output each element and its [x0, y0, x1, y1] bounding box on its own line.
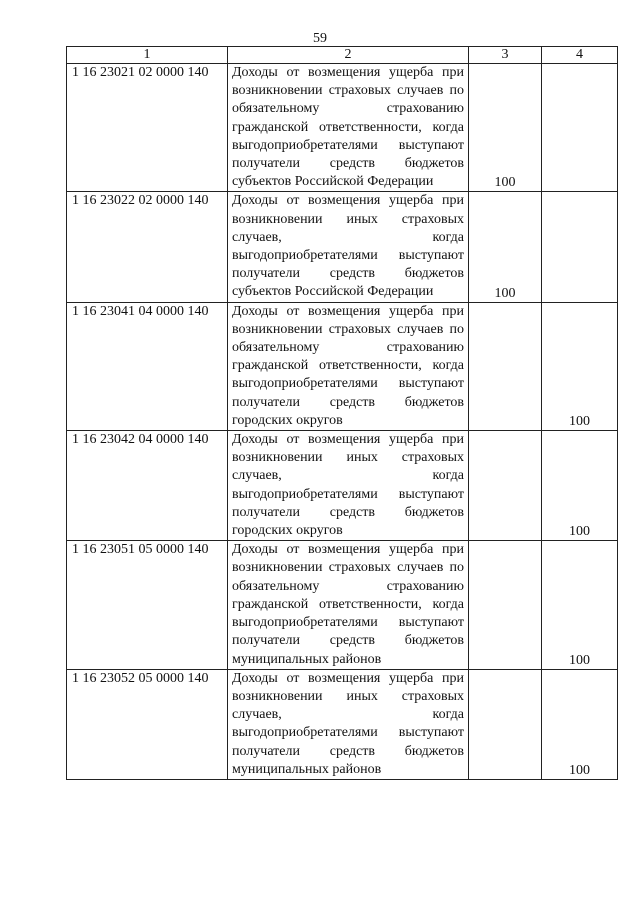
table-header-row — [67, 47, 618, 64]
column-4-value — [542, 64, 618, 192]
budget-code: 1 16 23041 04 0000 140 — [67, 302, 228, 430]
revenue-description: Доходы от возмещения ущерба при возникновении страховых случаев по обязательному страхованию гражданской ответственности, когда выгодоприобретателями выступают получатели средств бюджетов муниципальных районов — [228, 541, 469, 669]
column-4-value: 100 — [542, 302, 618, 430]
column-3-value: 100 — [469, 192, 542, 302]
column-4-value — [542, 192, 618, 302]
column-4-value: 100 — [542, 669, 618, 779]
column-header-1: 1 — [67, 47, 228, 64]
column-header-3: 3 — [469, 47, 542, 64]
revenue-description: Доходы от возмещения ущерба при возникновении страховых случаев по обязательному страхованию гражданской ответственности, когда выгодоприобретателями выступают получатели средств бюджетов субъектов Российской Федерации — [228, 64, 469, 192]
table-row — [67, 64, 618, 192]
page-number: 59 — [313, 31, 327, 46]
column-header-4: 4 — [542, 47, 618, 64]
revenue-description: Доходы от возмещения ущерба при возникновении иных страховых случаев, когда выгодоприобретателями выступают получатели средств бюджетов городских округов — [228, 431, 469, 541]
table-row — [67, 669, 618, 779]
revenue-description: Доходы от возмещения ущерба при возникновении страховых случаев по обязательному страхованию гражданской ответственности, когда выгодоприобретателями выступают получатели средств бюджетов городских округов — [228, 302, 469, 430]
column-3-value — [469, 431, 542, 541]
column-3-value — [469, 541, 542, 669]
table-row — [67, 302, 618, 430]
table-row — [67, 192, 618, 302]
revenue-table — [66, 46, 618, 780]
column-3-value: 100 — [469, 64, 542, 192]
column-3-value — [469, 302, 542, 430]
budget-code: 1 16 23051 05 0000 140 — [67, 541, 228, 669]
revenue-description: Доходы от возмещения ущерба при возникновении иных страховых случаев, когда выгодоприобретателями выступают получатели средств бюджетов субъектов Российской Федерации — [228, 192, 469, 302]
table-row — [67, 541, 618, 669]
table-row — [67, 431, 618, 541]
column-4-value: 100 — [542, 431, 618, 541]
budget-code: 1 16 23052 05 0000 140 — [67, 669, 228, 779]
budget-code: 1 16 23042 04 0000 140 — [67, 431, 228, 541]
column-4-value: 100 — [542, 541, 618, 669]
column-3-value — [469, 669, 542, 779]
budget-code: 1 16 23022 02 0000 140 — [67, 192, 228, 302]
budget-code: 1 16 23021 02 0000 140 — [67, 64, 228, 192]
column-header-2: 2 — [228, 47, 469, 64]
revenue-description: Доходы от возмещения ущерба при возникновении иных страховых случаев, когда выгодоприобретателями выступают получатели средств бюджетов муниципальных районов — [228, 669, 469, 779]
